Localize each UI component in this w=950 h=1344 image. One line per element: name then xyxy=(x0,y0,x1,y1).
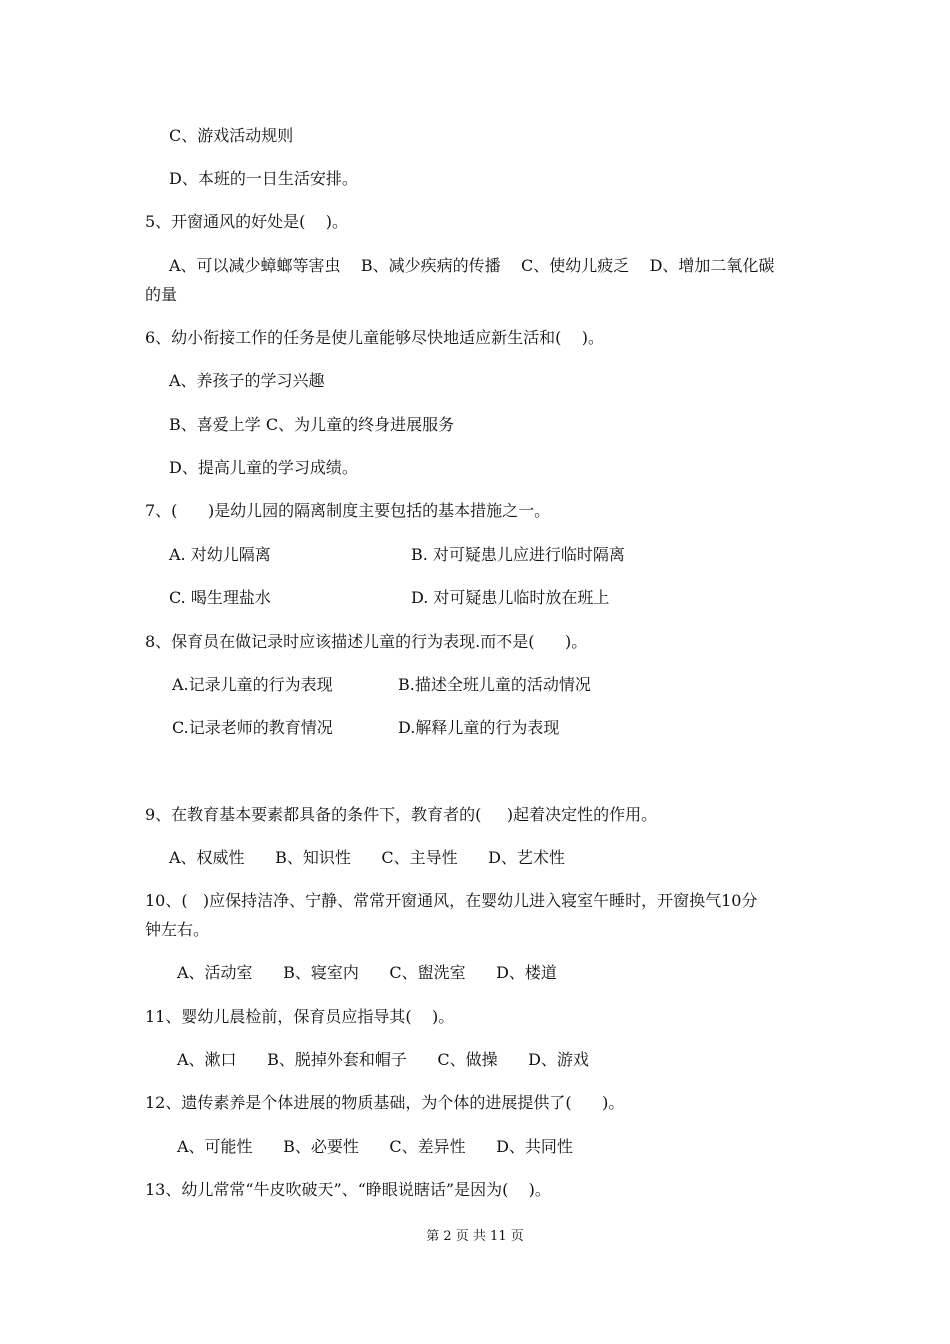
question-9: 9、在教育基本要素都具备的条件下，教育者的( )起着决定性的作用。 xyxy=(145,805,658,824)
question-5: 5、开窗通风的好处是( )。 xyxy=(145,212,349,231)
question-8-option-a: A.记录儿童的行为表现 xyxy=(172,675,333,694)
question-10-options: A、活动室 B、寝室内 C、盥洗室 D、楼道 xyxy=(177,963,557,982)
question-7: 7、( )是幼儿园的隔离制度主要包括的基本措施之一。 xyxy=(145,501,551,520)
option-d-line: D、本班的一日生活安排。 xyxy=(169,169,358,188)
question-12: 12、遗传素养是个体进展的物质基础，为个体的进展提供了( )。 xyxy=(145,1093,625,1112)
question-7-option-a: A. 对幼儿隔离 xyxy=(169,545,271,564)
question-8-option-c: C.记录老师的教育情况 xyxy=(172,718,333,737)
question-7-option-d: D. 对可疑患儿临时放在班上 xyxy=(411,588,610,607)
question-9-options: A、权威性 B、知识性 C、主导性 D、艺术性 xyxy=(169,848,565,867)
question-11: 11、婴幼儿晨检前，保育员应指导其( )。 xyxy=(145,1007,455,1026)
question-6: 6、幼小衔接工作的任务是使儿童能够尽快地适应新生活和( )。 xyxy=(145,328,605,347)
question-8-option-d: D.解释儿童的行为表现 xyxy=(398,718,560,737)
question-5-continuation: 的量 xyxy=(145,285,178,304)
question-7-option-b: B. 对可疑患儿应进行临时隔离 xyxy=(411,545,625,564)
question-8-option-b: B.描述全班儿童的活动情况 xyxy=(398,675,591,694)
question-12-options: A、可能性 B、必要性 C、差异性 D、共同性 xyxy=(177,1137,573,1156)
question-10-continuation: 钟左右。 xyxy=(145,920,210,939)
question-11-options: A、漱口 B、脱掉外套和帽子 C、做操 D、游戏 xyxy=(177,1050,589,1069)
question-8: 8、保育员在做记录时应该描述儿童的行为表现.而不是( )。 xyxy=(145,632,588,651)
question-6-option-bc: B、喜爱上学 C、为儿童的终身进展服务 xyxy=(169,415,455,434)
question-6-option-a: A、养孩子的学习兴趣 xyxy=(169,371,325,390)
question-6-option-d: D、提高儿童的学习成绩。 xyxy=(169,458,358,477)
question-5-options: A、可以减少蟑螂等害虫 B、减少疾病的传播 C、使幼儿疲乏 D、增加二氧化碳 xyxy=(169,256,775,275)
question-7-option-c: C. 喝生理盐水 xyxy=(169,588,271,607)
question-13: 13、幼儿常常“牛皮吹破天”、“睁眼说瞎话”是因为( )。 xyxy=(145,1180,551,1199)
option-c-line: C、游戏活动规则 xyxy=(169,126,294,145)
question-10: 10、( )应保持洁净、宁静、常常开窗通风，在婴幼儿进入寝室午睡时，开窗换气10分 xyxy=(145,891,758,910)
page-footer: 第 2 页 共 11 页 xyxy=(426,1229,524,1244)
